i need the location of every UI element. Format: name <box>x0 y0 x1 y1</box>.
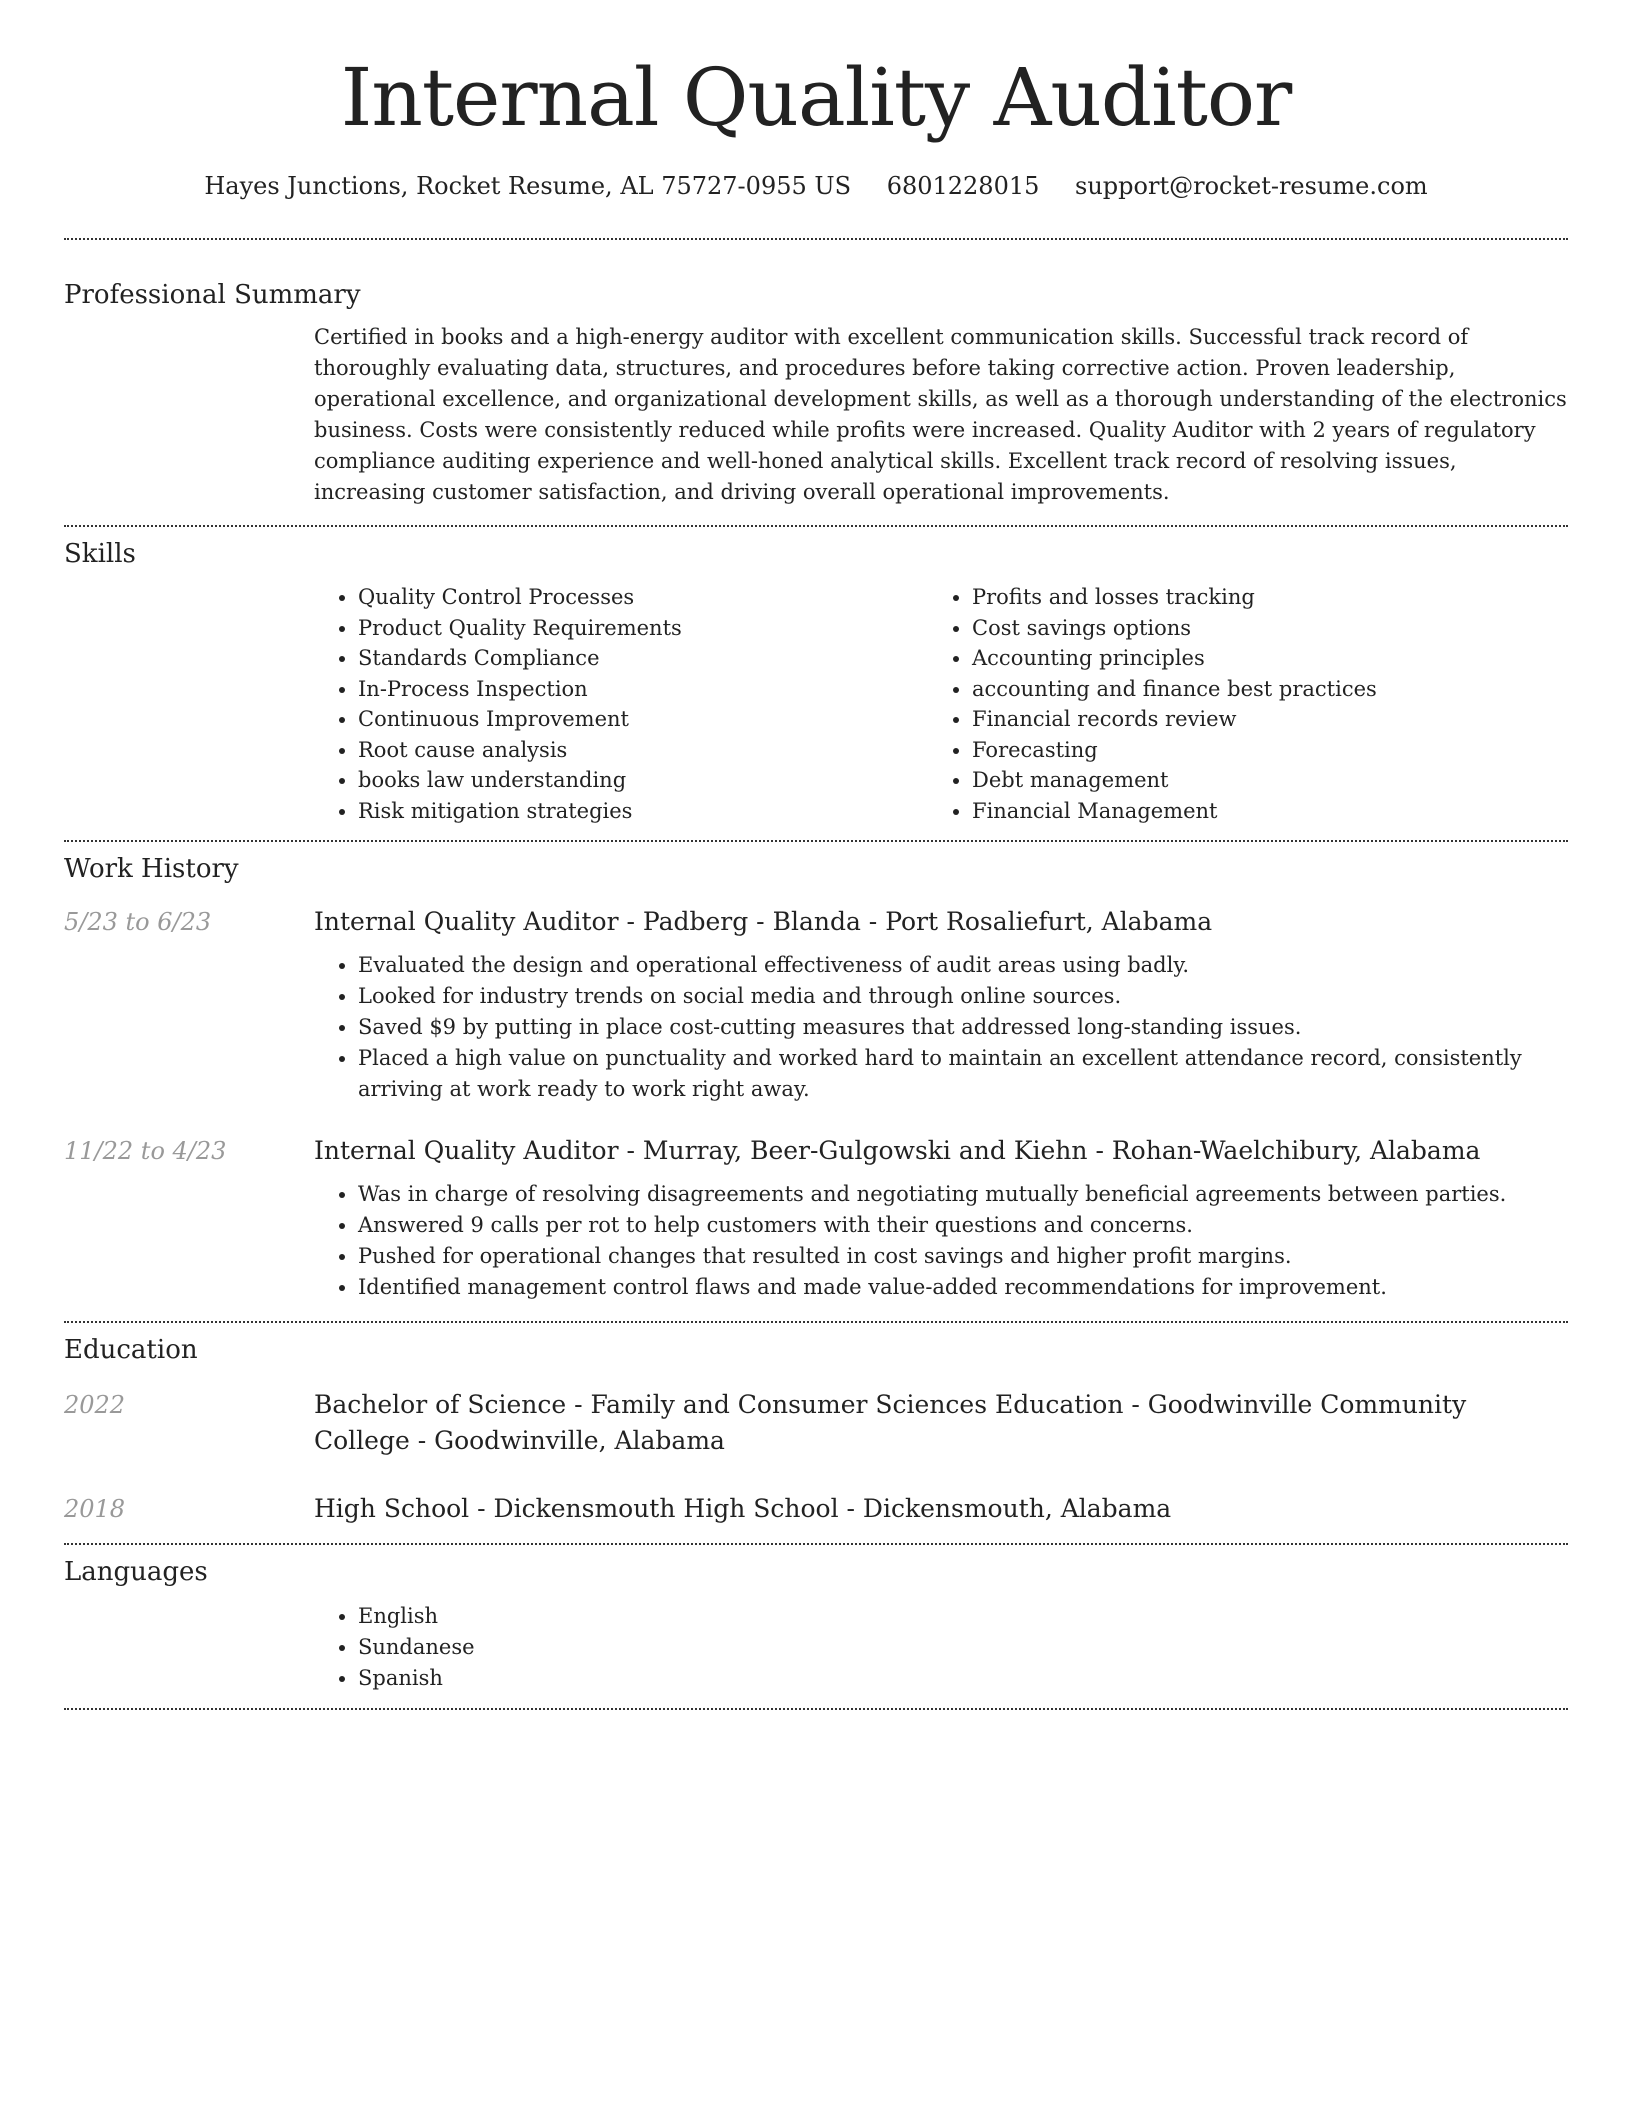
skill-item: • In-Process Inspection <box>358 674 928 705</box>
skill-item: • Debt management <box>972 765 1377 796</box>
job-role: Internal Quality Auditor <box>314 907 619 936</box>
job-body <box>314 904 1568 1105</box>
language-item: • Sundanese <box>358 1632 1568 1663</box>
education-heading <box>314 1387 1568 1459</box>
education-details: - Goodwinville Community College - Goodwinville, Alabama <box>314 1390 1467 1455</box>
job-bullet: • Placed a high value on punctuality and worked hard to maintain an excellent attendance record, consistently arriving at work ready to work right away. <box>358 1043 1568 1105</box>
skill-item: • Cost savings options <box>972 613 1377 644</box>
skill-item: • Financial records review <box>972 704 1377 735</box>
skill-item: • Standards Compliance <box>358 643 928 674</box>
skill-item: • Forecasting <box>972 735 1377 766</box>
job-details: - Padberg - Blanda - Port Rosaliefurt, Alabama <box>618 907 1213 936</box>
job-bullet: • Evaluated the design and operational effectiveness of audit areas using badly. <box>358 950 1568 981</box>
skill-item: • Risk mitigation strategies <box>358 796 928 827</box>
education-details: - Dickensmouth High School - Dickensmouth, Alabama <box>469 1494 1172 1523</box>
education-year: 2022 <box>64 1391 126 1419</box>
contact-address: Hayes Junctions, Rocket Resume, AL 75727-0955 US <box>204 172 852 200</box>
job-body <box>314 1133 1568 1303</box>
skills-title: Skills <box>64 539 136 569</box>
job-heading <box>314 1133 1568 1169</box>
language-item: • Spanish <box>358 1663 1568 1694</box>
education-degree: Bachelor of Science - Family and Consumer Sciences Education <box>314 1390 1124 1419</box>
education-entry <box>64 1491 1568 1527</box>
skill-item: • Quality Control Processes <box>358 582 928 613</box>
job-bullet: • Pushed for operational changes that resulted in cost savings and higher profit margins. <box>358 1241 1568 1272</box>
job-heading <box>314 904 1568 940</box>
job-bullet: • Answered 9 calls per rot to help customers with their questions and concerns. <box>358 1210 1568 1241</box>
resume-name: Internal Quality Auditor <box>340 51 1292 144</box>
job-bullet: • Identified management control flaws and made value-added recommendations for improvement. <box>358 1272 1568 1303</box>
job-bullet: • Saved $9 by putting in place cost-cutting measures that addressed long-standing issues. <box>358 1012 1568 1043</box>
education-degree: High School <box>314 1494 470 1523</box>
work-title: Work History <box>64 854 239 884</box>
education-heading <box>314 1491 1568 1527</box>
job-entry <box>64 904 1568 1105</box>
job-bullets <box>314 1179 1568 1303</box>
summary-section <box>64 240 1568 525</box>
skill-item: • Accounting principles <box>972 643 1377 674</box>
languages-list <box>314 1601 1568 1694</box>
summary-title: Professional Summary <box>64 280 361 310</box>
languages-column <box>314 1601 1568 1694</box>
skill-item: • Product Quality Requirements <box>358 613 928 644</box>
language-item: • English <box>358 1601 1568 1632</box>
job-date: 5/23 to 6/23 <box>64 908 212 936</box>
skills-section <box>64 527 1568 840</box>
job-bullets <box>314 950 1568 1105</box>
skills-list-right <box>928 582 1377 826</box>
languages-section <box>64 1545 1568 1708</box>
job-bullet: • Was in charge of resolving disagreements and negotiating mutually beneficial agreements between parties. <box>358 1179 1568 1210</box>
job-date: 11/22 to 4/23 <box>64 1137 227 1165</box>
skill-item: • books law understanding <box>358 765 928 796</box>
contact-line <box>64 172 1568 200</box>
work-section <box>64 842 1568 1321</box>
skill-item: • accounting and finance best practices <box>972 674 1377 705</box>
skills-columns <box>314 582 1568 826</box>
contact-email: support@rocket-resume.com <box>1075 172 1428 200</box>
skill-item: • Root cause analysis <box>358 735 928 766</box>
job-entry <box>64 1133 1568 1303</box>
education-section <box>64 1323 1568 1543</box>
education-entry <box>64 1387 1568 1459</box>
skill-item: • Continuous Improvement <box>358 704 928 735</box>
skill-item: • Financial Management <box>972 796 1377 827</box>
contact-phone: 6801228015 <box>886 172 1040 200</box>
job-bullet: • Looked for industry trends on social media and through online sources. <box>358 981 1568 1012</box>
skills-list-left <box>314 582 928 826</box>
education-title: Education <box>64 1335 198 1365</box>
resume-page <box>64 0 1568 1710</box>
job-details: - Murray, Beer-Gulgowski and Kiehn - Rohan-Waelchibury, Alabama <box>618 1136 1481 1165</box>
summary-text: Certified in books and a high-energy auditor with excellent communication skills. Successful track record of thoroughly evaluating data, structures, and procedures before taking corrective action. Proven leadership, operational excellence, and organizational development skills, as well as a thorough understanding of the electronics business. Costs were consistently reduced while profits were increased. Quality Auditor with 2 years of regulatory compliance auditing experience and well-honed analytical skills. Excellent track record of resolving issues, increasing customer satisfaction, and driving overall operational improvements. <box>314 325 1567 504</box>
job-role: Internal Quality Auditor <box>314 1136 619 1165</box>
education-year: 2018 <box>64 1495 126 1523</box>
languages-title: Languages <box>64 1557 208 1587</box>
skill-item: • Profits and losses tracking <box>972 582 1377 613</box>
divider <box>64 1708 1568 1710</box>
